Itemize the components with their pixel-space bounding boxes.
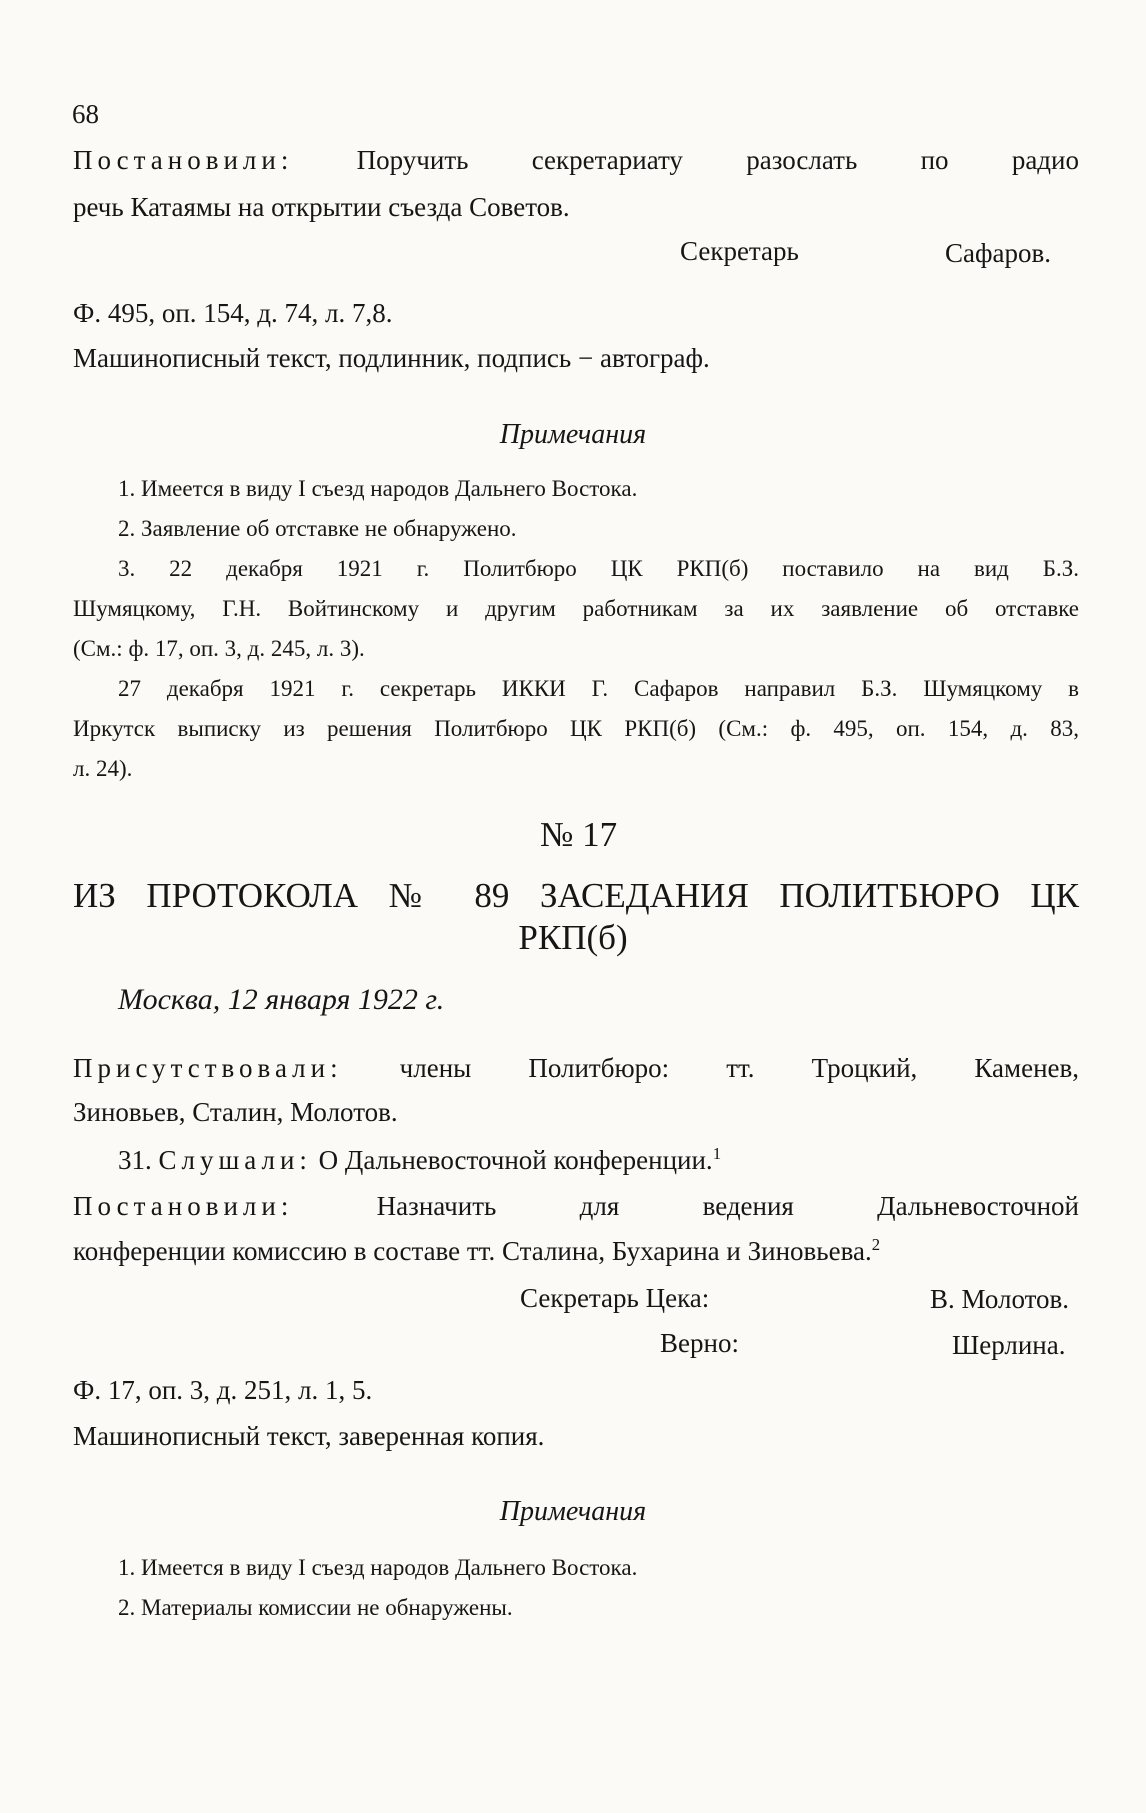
- notes-1-item-3-line-2: Шумяцкому, Г.Н. Войтинскому и другим работникам за их заявление об отставке: [73, 596, 1079, 621]
- heard-label: Слушали:: [158, 1145, 312, 1175]
- resolved-footnote-mark: 2: [871, 1235, 881, 1254]
- resolved-label: Постановили:: [73, 1191, 294, 1221]
- heard-item-number: 31.: [118, 1145, 152, 1175]
- document-title-line-2: РКП(б): [518, 918, 628, 957]
- archive-type: Машинописный текст, заверенная копия.: [73, 1421, 545, 1451]
- notes-2-item-1: 1. Имеется в виду I съезд народов Дальнего Востока.: [118, 1555, 638, 1580]
- resolution-line-1: [73, 1193, 1079, 1220]
- archive-reference: Ф. 17, оп. 3, д. 251, л. 1, 5.: [73, 1375, 373, 1405]
- prev-resolved-text-2: речь Катаямы на открытии съезда Советов.: [73, 192, 570, 222]
- present-text-1: члены Политбюро: тт. Троцкий, Каменев,: [399, 1053, 1079, 1083]
- signature-name: В. Молотов.: [930, 1284, 1070, 1314]
- prev-resolution-line-1: [73, 147, 1079, 174]
- present-line-1: [73, 1055, 1079, 1082]
- document-number: № 17: [540, 815, 618, 854]
- prev-archive-reference: Ф. 495, оп. 154, д. 74, л. 7,8.: [73, 298, 393, 328]
- notes-1-title: Примечания: [499, 419, 647, 450]
- notes-2-title: Примечания: [499, 1496, 647, 1527]
- prev-archive-type: Машинописный текст, подлинник, подпись − автограф.: [73, 343, 710, 373]
- notes-1-item-1: 1. Имеется в виду I съезд народов Дальнего Востока.: [118, 476, 638, 501]
- resolved-text-1: Назначить для ведения Дальневосточной: [376, 1191, 1079, 1221]
- notes-1-item-4-line-2: Иркутск выписку из решения Политбюро ЦК РКП(б) (См.: ф. 495, оп. 154, д. 83,: [73, 716, 1079, 741]
- notes-1-item-2: 2. Заявление об отставке не обнаружено.: [118, 516, 517, 541]
- heard-text: О Дальневосточной конференции.: [318, 1145, 713, 1175]
- prev-signature-role: Секретарь: [680, 236, 799, 266]
- place-and-date: Москва, 12 января 1922 г.: [118, 983, 445, 1016]
- signature-role: Секретарь Цека:: [520, 1283, 710, 1313]
- notes-1-item-3-line-1: 3. 22 декабря 1921 г. Политбюро ЦК РКП(б) поставило на вид Б.З.: [118, 556, 1079, 581]
- verified-label: Верно:: [660, 1328, 739, 1358]
- resolution-line-2: [73, 1235, 881, 1266]
- page-number: 68: [72, 99, 99, 129]
- prev-resolved-text-1: Поручить секретариату разослать по радио: [356, 145, 1079, 175]
- prev-resolved-label: Постановили:: [73, 145, 294, 175]
- notes-1-item-3-line-3: (См.: ф. 17, оп. 3, д. 245, л. 3).: [73, 636, 365, 661]
- notes-2-item-2: 2. Материалы комиссии не обнаружены.: [118, 1595, 513, 1620]
- heard-line: [118, 1144, 722, 1175]
- present-label: Присутствовали:: [73, 1053, 343, 1083]
- verified-name: Шерлина.: [952, 1330, 1066, 1360]
- resolved-text-2: конференции комиссию в составе тт. Сталина, Бухарина и Зиновьева.: [73, 1236, 872, 1266]
- present-text-2: Зиновьев, Сталин, Молотов.: [73, 1097, 398, 1127]
- document-title-line-1: ИЗ ПРОТОКОЛА № 89 ЗАСЕДАНИЯ ПОЛИТБЮРО ЦК: [73, 876, 1079, 915]
- prev-signature-name: Сафаров.: [945, 238, 1051, 268]
- heard-footnote-mark: 1: [712, 1144, 722, 1163]
- notes-1-item-4-line-1: 27 декабря 1921 г. секретарь ИККИ Г. Сафаров направил Б.З. Шумяцкому в: [118, 676, 1079, 701]
- notes-1-item-4-line-3: л. 24).: [73, 756, 133, 781]
